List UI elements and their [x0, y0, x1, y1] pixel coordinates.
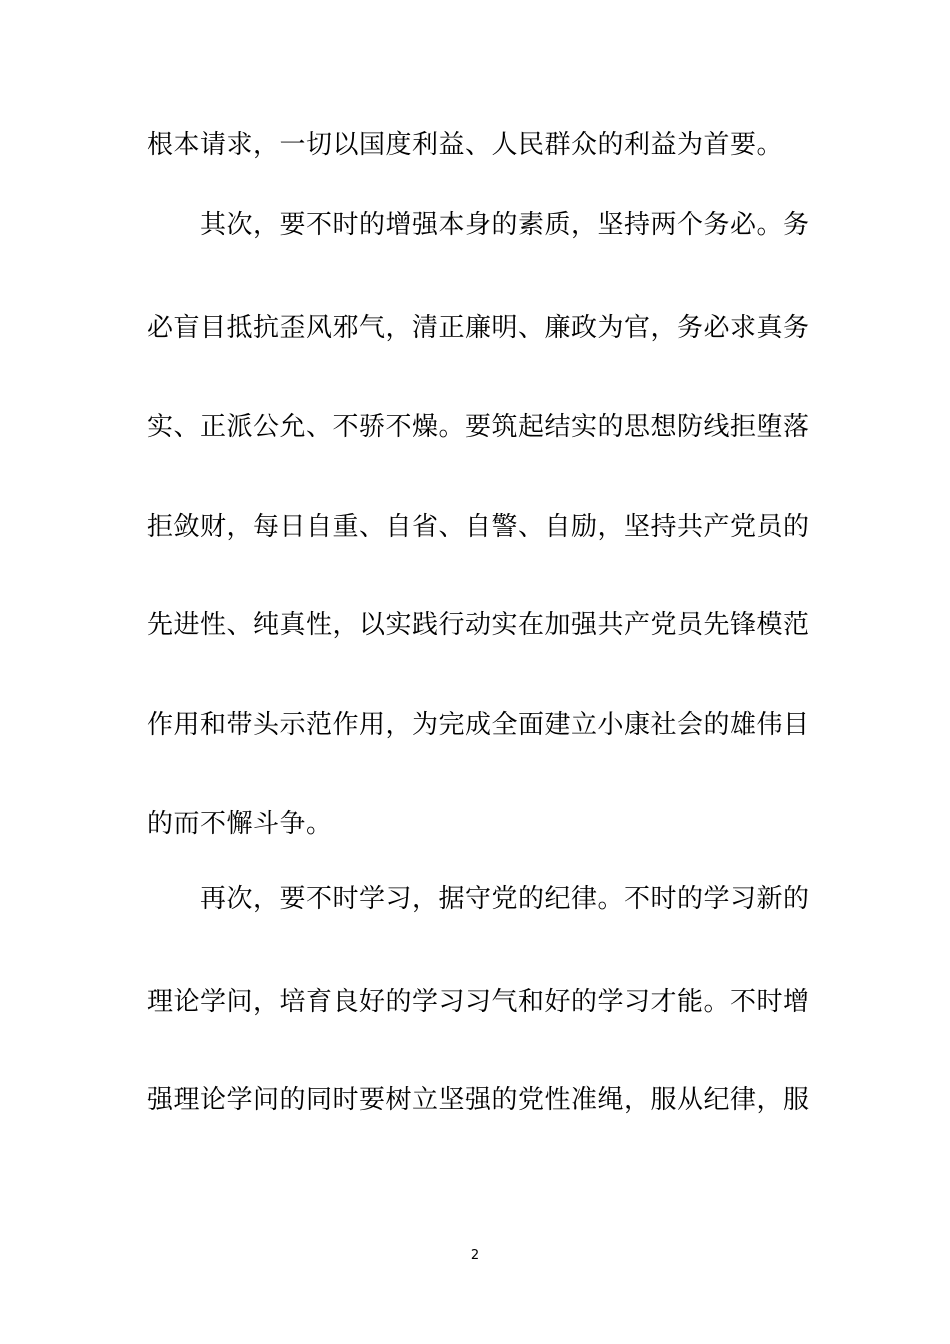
paragraph-start-line: 再次，要不时学习，据守党的纪律。不时的学习新的: [200, 884, 810, 914]
text-line: 作用和带头示范作用，为完成全面建立小康社会的雄伟目: [147, 710, 810, 740]
text-line: 拒敛财，每日自重、自省、自警、自励，坚持共产党员的: [147, 512, 810, 542]
text-line: 理论学问，培育良好的学习习气和好的学习才能。不时增: [147, 987, 810, 1017]
text-line: 实、正派公允、不骄不燥。要筑起结实的思想防线拒堕落: [147, 412, 810, 442]
text-line: 根本请求，一切以国度利益、人民群众的利益为首要。: [147, 130, 784, 160]
text-line: 的而不懈斗争。: [147, 809, 333, 839]
paragraph-start-line: 其次，要不时的增强本身的素质，坚持两个务必。务: [200, 210, 810, 240]
text-line: 必盲目抵抗歪风邪气，清正廉明、廉政为官，务必求真务: [147, 313, 810, 343]
text-line: 强理论学问的同时要树立坚强的党性准绳，服从纪律，服: [147, 1085, 810, 1115]
text-line: 先进性、纯真性，以实践行动实在加强共产党员先锋模范: [147, 610, 810, 640]
page-number: 2: [470, 1248, 480, 1263]
